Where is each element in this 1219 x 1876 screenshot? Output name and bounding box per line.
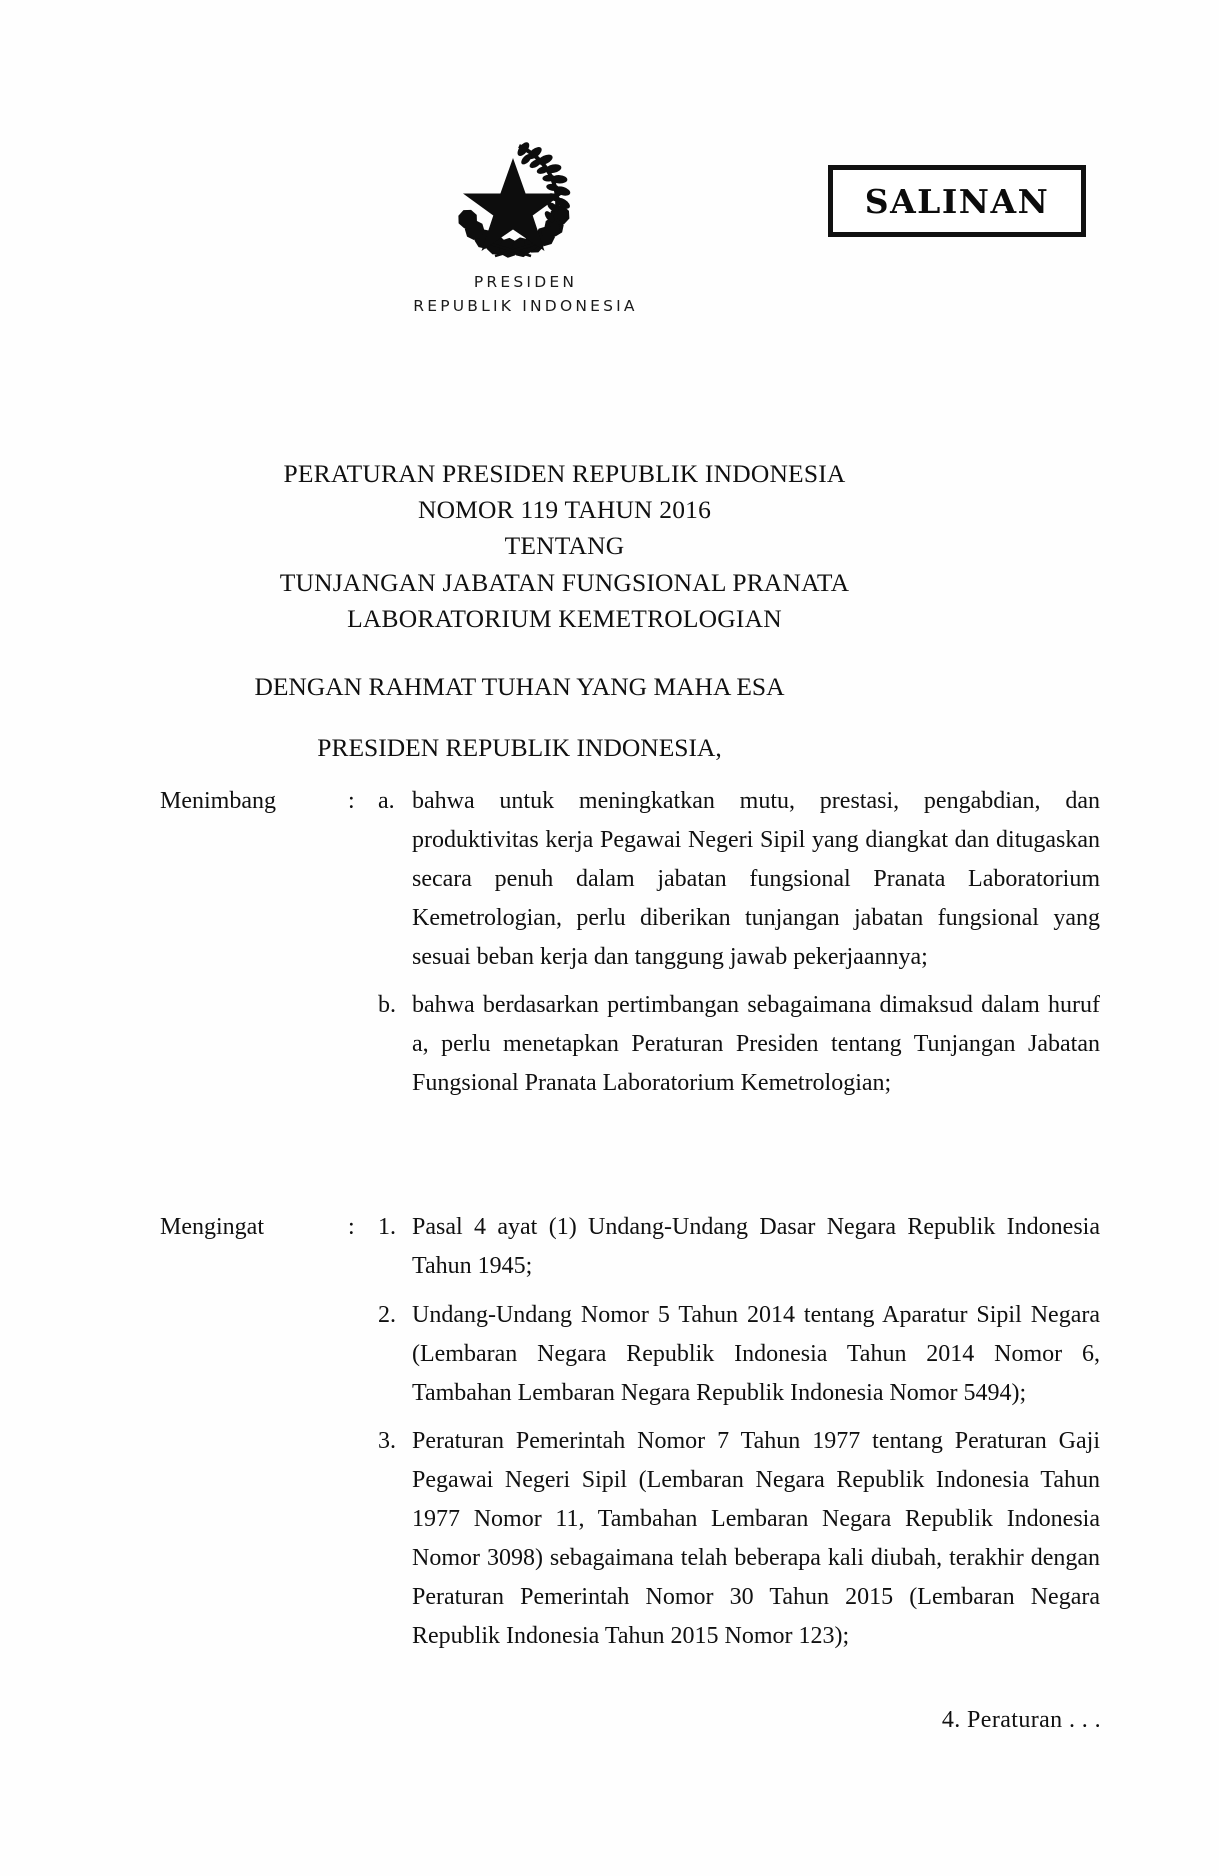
letterhead-line-republik-indonesia: REPUBLIK INDONESIA (413, 297, 638, 316)
garuda-star-wreath-emblem (448, 130, 578, 260)
enacting-authority-text: PRESIDEN REPUBLIK INDONESIA, (317, 733, 722, 762)
list-item-text: Undang-Undang Nomor 5 Tahun 2014 tentang Aparatur Sipil Negara (Lembaran Negara Republik Indonesia Tahun 2014 Nomor 6, Tambahan Lembaran Negara Republik Indonesia Nomor 5494); (412, 1301, 1100, 1406)
title-line-subject-1: TUNJANGAN JABATAN FUNGSIONAL PRANATA (279, 567, 850, 597)
title-line-number: NOMOR 119 TAHUN 2016 (417, 495, 712, 525)
title-line-regulation: PERATURAN PRESIDEN REPUBLIK INDONESIA (283, 459, 846, 488)
section-menimbang (160, 782, 1100, 1103)
invocation-text: DENGAN RAHMAT TUHAN YANG MAHA ESA (254, 672, 785, 701)
section-items-menimbang (378, 782, 1100, 1103)
title-line-subject-2: LABORATORIUM KEMETROLOGIAN (347, 603, 782, 633)
letterhead (0, 270, 1219, 318)
salinan-stamp-label: SALINAN (864, 181, 1050, 221)
list-item (378, 782, 1100, 976)
section-colon-mengingat: : (348, 1214, 355, 1240)
section-label-menimbang: Menimbang (160, 788, 276, 814)
section-label-mengingat: Mengingat (160, 1214, 264, 1240)
page-title (0, 456, 1219, 637)
section-mengingat (160, 1208, 1100, 1656)
list-item-marker: 1. (378, 1214, 396, 1240)
list-item-marker: 2. (378, 1301, 396, 1328)
list-item (378, 1296, 1100, 1413)
list-item (378, 1422, 1100, 1655)
list-item-text: Pasal 4 ayat (1) Undang-Undang Dasar Negara Republik Indonesia Tahun 1945; (412, 1214, 1100, 1279)
list-item-marker: b. (378, 992, 396, 1019)
list-item-text: bahwa untuk meningkatkan mutu, prestasi, pengabdian, dan produktivitas kerja Pegawai Negeri Sipil yang diangkat dan ditugaskan secara penuh dalam jabatan fungsional Pranata Laboratorium Kemetrologian, perlu diberikan tunjangan jabatan fungsional yang sesuai beban kerja dan tanggung jawab pekerjaannya; (412, 788, 1100, 970)
letterhead-line-presiden: PRESIDEN (473, 273, 578, 291)
salinan-stamp (828, 165, 1086, 237)
section-colon-menimbang: : (348, 788, 355, 814)
list-item-marker: a. (378, 788, 395, 814)
list-item (378, 986, 1100, 1103)
section-items-mengingat (378, 1208, 1100, 1656)
page-catchword: 4. Peraturan . . . (941, 1707, 1101, 1733)
list-item (378, 1208, 1100, 1286)
title-line-tentang: TENTANG (504, 531, 625, 561)
list-item-text: Peraturan Pemerintah Nomor 7 Tahun 1977 tentang Peraturan Gaji Pegawai Negeri Sipil (Lembaran Negara Republik Indonesia Tahun 1977 Nomor 11, Tambahan Lembaran Negara Republik Indonesia Nomor 3098) sebagaimana telah beberapa kali diubah, terakhir dengan Peraturan Pemerintah Nomor 30 Tahun 2015 (Lembaran Negara Republik Indonesia Tahun 2015 Nomor 123); (412, 1428, 1100, 1649)
list-item-marker: 3. (378, 1428, 396, 1455)
document-header (0, 110, 1219, 330)
list-item-text: bahwa berdasarkan pertimbangan sebagaimana dimaksud dalam huruf a, perlu menetapkan Peraturan Presiden tentang Tunjangan Jabatan Fungsional Pranata Laboratorium Kemetrologian; (412, 992, 1100, 1097)
